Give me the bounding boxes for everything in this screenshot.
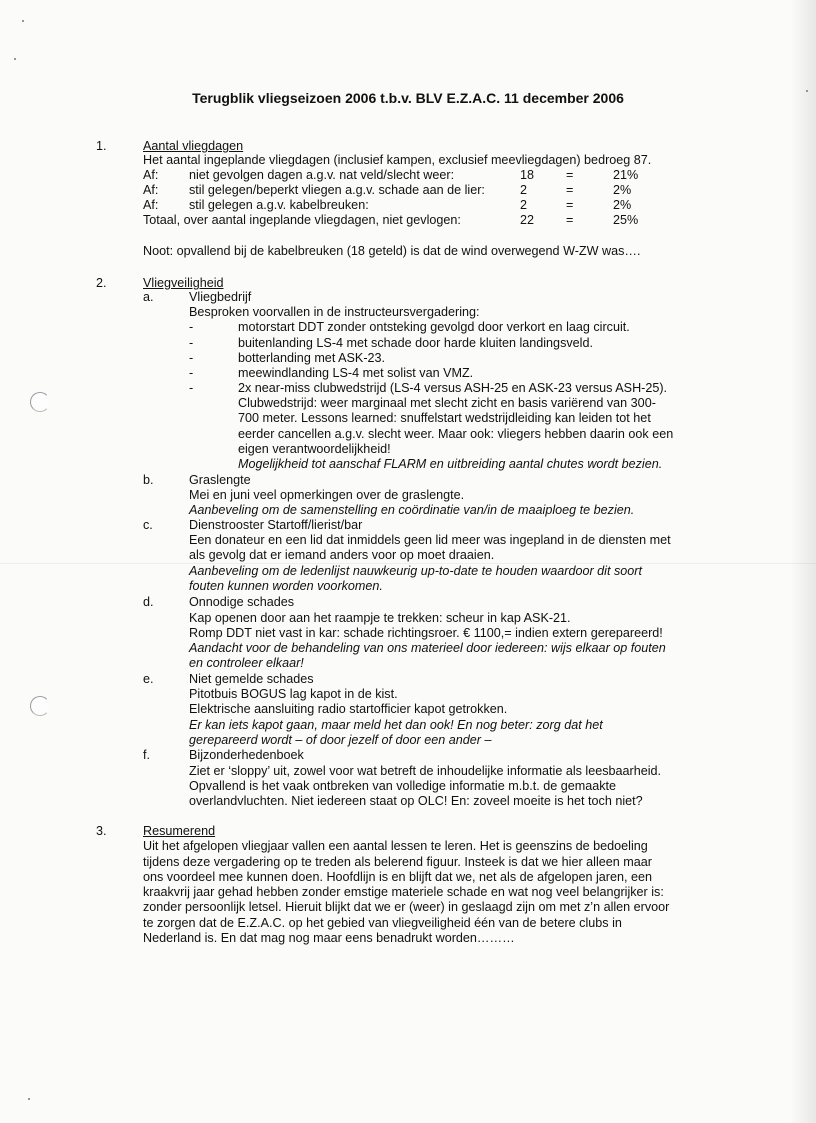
bullet-dash: - (189, 320, 194, 334)
section-2-number: 2. (96, 276, 107, 290)
followup-line: eerder cancellen a.g.v. slecht weer. Maar ook: vliegers hebben daarin ook een (238, 427, 674, 441)
subsection-e-line: Pitotbuis BOGUS lag kapot in de kist. (189, 687, 398, 701)
subsection-c-italic: Aanbeveling om de ledenlijst nauwkeurig up-to-date te houden waardoor dit soort (189, 564, 642, 578)
row-count: 2 (520, 183, 528, 197)
row-equals: = (566, 198, 574, 212)
subsection-f-line: Opvallend is het vaak ontbreken van volledige informatie m.b.t. de gemaakte (189, 779, 617, 793)
scan-speck (22, 20, 24, 22)
section-1-note: Noot: opvallend bij de kabelbreuken (18 geteld) is dat de wind overwegend W-ZW was…. (143, 244, 641, 258)
subsection-e-letter: e. (143, 672, 154, 686)
followup-line: eigen verantwoordelijkheid! (238, 442, 391, 456)
punch-hole-top (30, 392, 50, 412)
subsection-e-title: Niet gemelde schades (189, 672, 314, 686)
bullet-item: botterlanding met ASK-23. (238, 351, 386, 365)
row-prefix: Af: (143, 198, 159, 212)
subsection-d-line: Romp DDT niet vast in kar: schade richtingsroer. € 1100,= indien extern gerepareerd! (189, 626, 663, 640)
subsection-d-letter: d. (143, 595, 154, 609)
subsection-c-line: als gevolg dat er iemand anders voor op moet draaien. (189, 548, 495, 562)
followup-line: Clubwedstrijd: weer marginaal met slecht zicht en basis variërend van 300- (238, 396, 656, 410)
subsection-b-letter: b. (143, 473, 154, 487)
bullet-item: motorstart DDT zonder ontsteking gevolgd door verkort en laag circuit. (238, 320, 630, 334)
bullet-dash: - (189, 351, 194, 365)
subsection-f-line: overlandvluchten. Niet iedereen staat op OLC! En: zoveel moeite is het toch niet? (189, 794, 643, 808)
section-3-line: ons voordeel mee kunnen doen. Hoofdlijn is en blijft dat we, net als de afgelopen jaren, een (143, 870, 652, 884)
section-3-number: 3. (96, 824, 107, 838)
subsection-d-italic: en controleer elkaar! (189, 656, 304, 670)
subsection-c-letter: c. (143, 518, 153, 532)
subsection-b-line: Mei en juni veel opmerkingen over de graslengte. (189, 488, 465, 502)
section-3-line: Uit het afgelopen vliegjaar vallen een aantal lessen te leren. Het is geenszins de bedoeling (143, 839, 648, 853)
subsection-b-italic: Aanbeveling om de samenstelling en coördinatie van/in de maaiploeg te bezien. (189, 503, 635, 517)
subsection-c-title: Dienstrooster Startoff/lierist/bar (189, 518, 363, 532)
subsection-c-line: Een donateur en een lid dat inmiddels geen lid meer was ingepland in de diensten met (189, 533, 671, 547)
row-label: niet gevolgen dagen a.g.v. nat veld/slecht weer: (189, 168, 455, 182)
subsection-d-title: Onnodige schades (189, 595, 295, 609)
subsection-c-italic: fouten kunnen worden voorkomen. (189, 579, 383, 593)
row-prefix: Af: (143, 183, 159, 197)
total-equals: = (566, 213, 574, 227)
total-label: Totaal, over aantal ingeplande vliegdagen, niet gevlogen: (143, 213, 461, 227)
subsection-e-line: Elektrische aansluiting radio startofficier kapot getrokken. (189, 702, 508, 716)
section-3-line: zonder persoonlijk letsel. Hieruit blijkt dat we er (weer) in geslaagd zijn om met z’n allen ervoor (143, 900, 670, 914)
row-label: stil gelegen/beperkt vliegen a.g.v. schade aan de lier: (189, 183, 485, 197)
subsection-d-line: Kap openen door aan het raampje te trekken: scheur in kap ASK-21. (189, 611, 571, 625)
subsection-d-italic: Aandacht voor de behandeling van ons materieel door iedereen: wijs elkaar op fouten (189, 641, 666, 655)
subsection-f-title: Bijzonderhedenboek (189, 748, 304, 762)
section-3-line: kraakvrij jaar gehad hebben zonder emstige materiele schade en wat nog veel belangrijker is: (143, 885, 664, 899)
row-count: 2 (520, 198, 528, 212)
section-1-intro: Het aantal ingeplande vliegdagen (inclusief kampen, exclusief meevliegdagen) bedroeg 87. (143, 153, 652, 167)
bullet-dash: - (189, 366, 194, 380)
bullet-item: 2x near-miss clubwedstrijd (LS-4 versus ASH-25 en ASK-23 versus ASH-25). (238, 381, 668, 395)
subsection-b-title: Graslengte (189, 473, 251, 487)
recommendation-italic: Mogelijkheid tot aanschaf FLARM en uitbreiding aantal chutes wordt bezien. (238, 457, 663, 471)
row-percent: 2% (613, 198, 632, 212)
followup-line: 700 meter. Lessons learned: snuffelstart wedstrijdleiding kan leiden tot het (238, 411, 651, 425)
subsection-f-letter: f. (143, 748, 150, 762)
row-label: stil gelegen a.g.v. kabelbreuken: (189, 198, 369, 212)
section-1-number: 1. (96, 139, 107, 153)
row-percent: 21% (613, 168, 639, 182)
page-edge-shadow (790, 0, 816, 1123)
total-percent: 25% (613, 213, 639, 227)
subsection-e-italic: Er kan iets kapot gaan, maar meld het dan ook! En nog beter: zorg dat het (189, 718, 603, 732)
section-3-line: tijdens deze vergadering op te treden als belerend figuur. Insteek is dat we hier alleen maar (143, 855, 652, 869)
section-1-heading: Aantal vliegdagen (143, 139, 244, 153)
section-3-line: Nederland is. En dat mag nog maar eens benadrukt worden……… (143, 931, 515, 945)
section-3-line: te zorgen dat de E.Z.A.C. op het gebied van vliegveiligheid één van de betere clubs in (143, 916, 622, 930)
row-equals: = (566, 183, 574, 197)
row-equals: = (566, 168, 574, 182)
section-2-heading: Vliegveiligheid (143, 276, 224, 290)
scan-speck (14, 58, 16, 60)
row-count: 18 (520, 168, 535, 182)
row-prefix: Af: (143, 168, 159, 182)
punch-hole-bottom (30, 696, 50, 716)
subsection-e-italic: gerepareerd wordt – of door jezelf of door een ander – (189, 733, 492, 747)
bullet-dash: - (189, 336, 194, 350)
row-percent: 2% (613, 183, 632, 197)
subsection-a-title: Vliegbedrijf (189, 290, 252, 304)
subsection-a-intro: Besproken voorvallen in de instructeursvergadering: (189, 305, 480, 319)
bullet-dash: - (189, 381, 194, 395)
total-count: 22 (520, 213, 535, 227)
subsection-a-letter: a. (143, 290, 154, 304)
scan-speck (28, 1098, 30, 1100)
bullet-item: meewindlanding LS-4 met solist van VMZ. (238, 366, 474, 380)
section-3-heading: Resumerend (143, 824, 216, 838)
document-title: Terugblik vliegseizoen 2006 t.b.v. BLV E.Z.A.C. 11 december 2006 (192, 90, 624, 106)
subsection-f-line: Ziet er ‘sloppy’ uit, zowel voor wat betreft de inhoudelijke informatie als leesbaarheid. (189, 764, 662, 778)
bullet-item: buitenlanding LS-4 met schade door harde kluiten landingsveld. (238, 336, 593, 350)
